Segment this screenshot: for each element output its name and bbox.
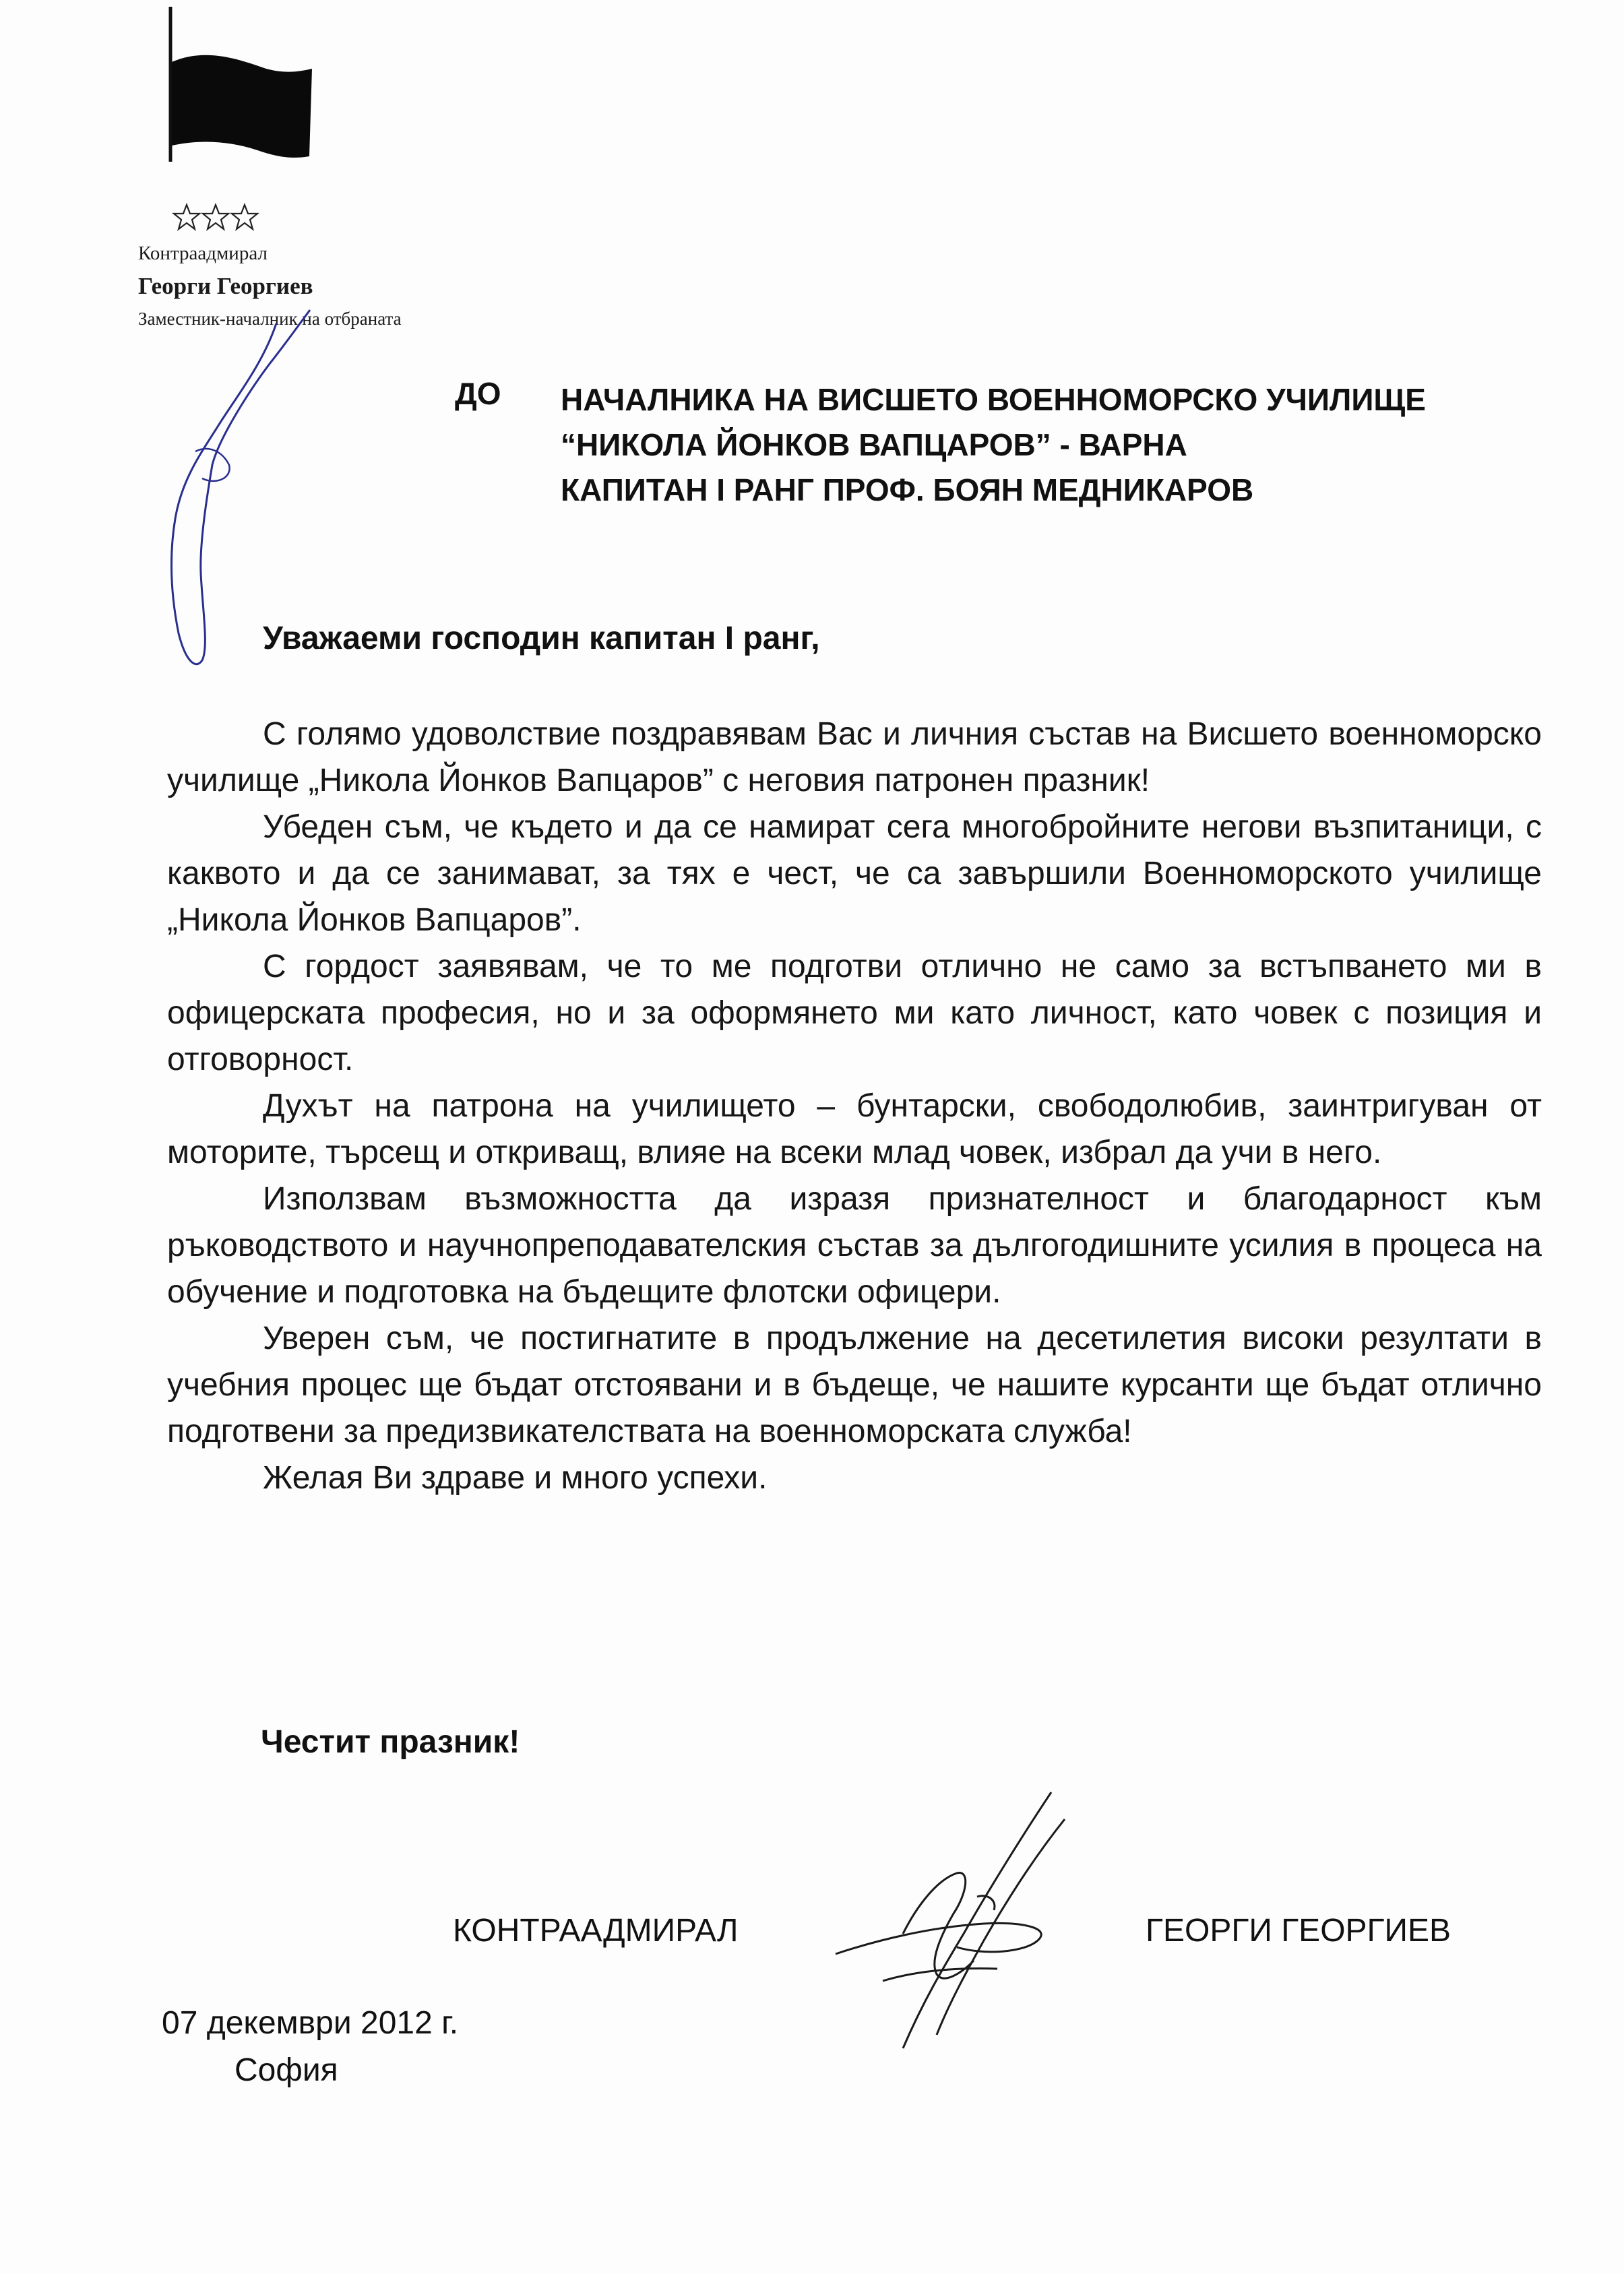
closing-greeting: Честит празник! [261, 1724, 520, 1760]
signature-name: ГЕОРГИ ГЕОРГИЕВ [1146, 1913, 1451, 1949]
body-paragraph: С голямо удоволствие поздравявам Вас и личния състав на Висшето военноморско училище „Никола Йонков Вапцаров” с неговия патронен празник! [167, 716, 1542, 798]
addressee-line: КАПИТАН I РАНГ ПРОФ. БОЯН МЕДНИКАРОВ [561, 472, 1254, 507]
addressee-prefix: ДО [455, 376, 501, 411]
rank-stars-icon [172, 202, 259, 232]
letterhead-position: Заместник-началник на отбраната [138, 309, 402, 329]
body-paragraph: Духът на патрона на училището – бунтарски, свободолюбив, заинтригуван от моторите, търсещ и откриващ, влияе на всеки млад човек, избрал да учи в него. [167, 1088, 1542, 1170]
initials-signature [155, 283, 317, 674]
body-paragraph: Уверен съм, че постигнатите в продължение на десетилетия високи резултати в учебния процес ще бъдат отстоявани и в бъдеще, че нашите курсанти ще бъдат отлично подготвени за предизвикателствата на военноморската служба! [167, 1321, 1542, 1449]
addressee-line: НАЧАЛНИКА НА ВИСШЕТО ВОЕННОМОРСКО УЧИЛИЩЕ [561, 382, 1426, 417]
letter-date: 07 декември 2012 г. [162, 2005, 459, 2041]
flag-icon [165, 7, 313, 162]
letter-body [167, 711, 1542, 1501]
letter-place: София [235, 2052, 338, 2088]
salutation: Уважаеми господин капитан I ранг, [263, 621, 820, 656]
addressee-block [561, 377, 1426, 513]
letterhead-rank: Контраадмирал [138, 243, 268, 264]
signature-rank: КОНТРААДМИРАЛ [453, 1913, 739, 1949]
body-paragraph: Желая Ви здраве и много успехи. [263, 1460, 768, 1496]
letterhead-name: Георги Георгиев [138, 273, 313, 299]
body-paragraph: С гордост заявявам, че то ме подготви отлично не само за встъпването ми в офицерската професия, но и за оформянето ми като личност, като човек с позиция и отговорност. [167, 949, 1542, 1077]
addressee-line: “НИКОЛА ЙОНКОВ ВАПЦАРОВ” - ВАРНА [561, 427, 1187, 462]
body-paragraph: Използвам възможността да изразя признателност и благодарност към ръководството и научнопреподавателския състав за дългогодишните усилия в процеса на обучение и подготовка на бъдещите флотски офицери. [167, 1181, 1542, 1310]
handwritten-signature [822, 1779, 1112, 2075]
body-paragraph: Убеден съм, че където и да се намират сега многобройните негови възпитаници, с каквото и да се занимават, за тях е чест, че са завършили Военноморското училище „Никола Йонков Вапцаров”. [167, 809, 1542, 938]
